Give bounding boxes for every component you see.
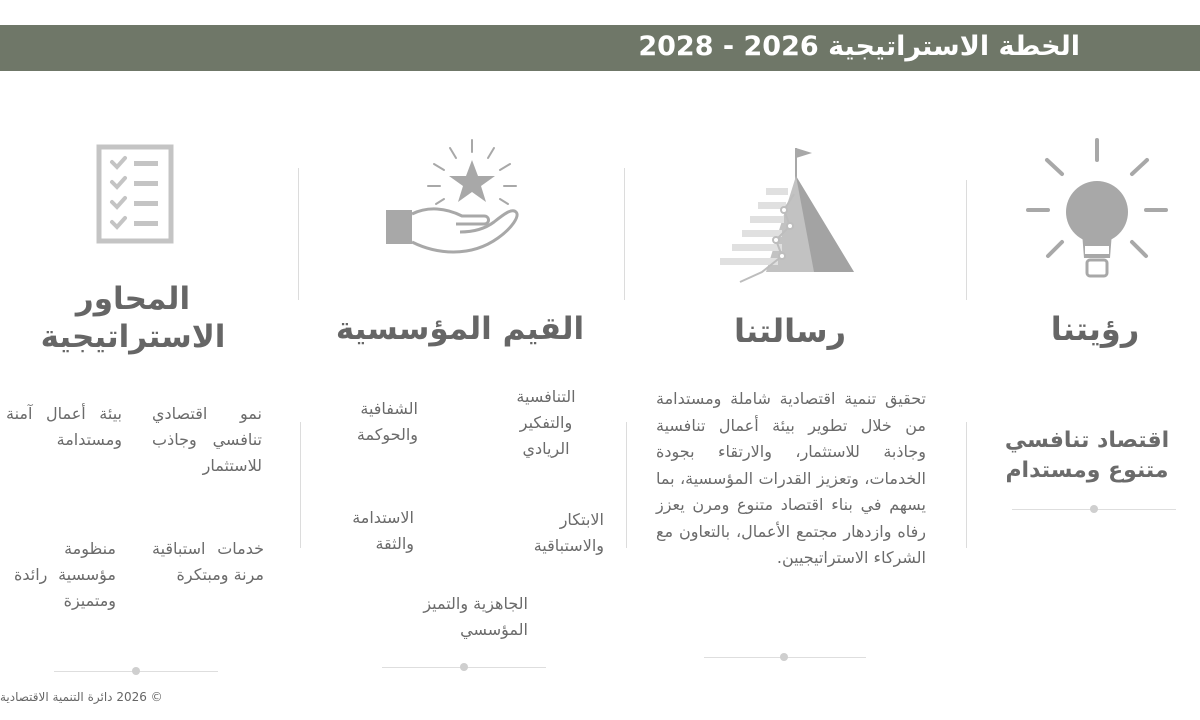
pillar-item-business-environment: بيئة أعمال آمنة ومستدامة	[6, 404, 122, 449]
mission-title: رسالتنا	[733, 312, 847, 350]
column-divider	[966, 180, 967, 300]
column-divider	[300, 422, 301, 548]
column-divider	[626, 422, 627, 548]
pillar-item-proactive-services: خدمات استباقية مرنة ومبتكرة	[152, 539, 264, 584]
vision-statement	[998, 426, 1176, 486]
value-item-sustainability: الاستدامة والثقة	[352, 508, 414, 553]
pillar-item-institutional-system: منظومة مؤسسية رائدة ومتميزة	[14, 539, 116, 610]
page-title: الخطة الاستراتيجية 2026 - 2028	[638, 31, 1080, 62]
values-separator-dot	[460, 663, 468, 671]
pillar-item-economic-growth: نمو اقتصادي تنافسي وجاذب للاستثمار	[152, 404, 262, 475]
value-item-transparency: الشفافية والحوكمة	[356, 399, 418, 444]
column-divider	[624, 168, 625, 300]
value-item-competitiveness: التنافسية والتفكير الريادي	[516, 387, 576, 458]
vision-line-1: اقتصاد تنافسي	[1004, 428, 1170, 453]
mission-separator-dot	[780, 653, 788, 661]
checklist-icon	[96, 144, 176, 244]
footer-copyright: © 2026 دائرة التنمية الاقتصادية	[0, 690, 163, 704]
vision-title: رؤيتنا	[1050, 310, 1140, 348]
vision-line-2: متنوع ومستدام	[1005, 458, 1169, 483]
column-divider	[298, 168, 299, 300]
pillars-separator-dot	[132, 667, 140, 675]
vision-separator-dot	[1090, 505, 1098, 513]
pillars-title-line-1: المحاور	[75, 281, 191, 317]
pillars-title-line-2: الاستراتيجية	[40, 319, 226, 355]
pillars-title	[30, 280, 236, 356]
mountain-flag-icon	[714, 144, 884, 289]
values-title: القيم المؤسسية	[335, 311, 585, 347]
value-item-innovation: الابتكار والاستباقية	[533, 510, 604, 555]
mission-statement: تحقيق تنمية اقتصادية شاملة ومستدامة من خلال تطوير بيئة أعمال تنافسية وجاذبة للاستثمار، والارتقاء بجودة الخدمات، وتعزيز القدرات المؤسسية، بما يسهم في بناء اقتصاد متنوع ومرن يعزز رفاه وازدهار مجتمع الأعمال، بالتعاون مع الشركاء الاستراتيجيين.	[656, 389, 926, 567]
lightbulb-icon	[1022, 136, 1172, 281]
hand-star-icon	[380, 136, 530, 260]
value-item-readiness: الجاهزية والتميز المؤسسي	[423, 594, 528, 639]
column-divider	[966, 422, 967, 548]
